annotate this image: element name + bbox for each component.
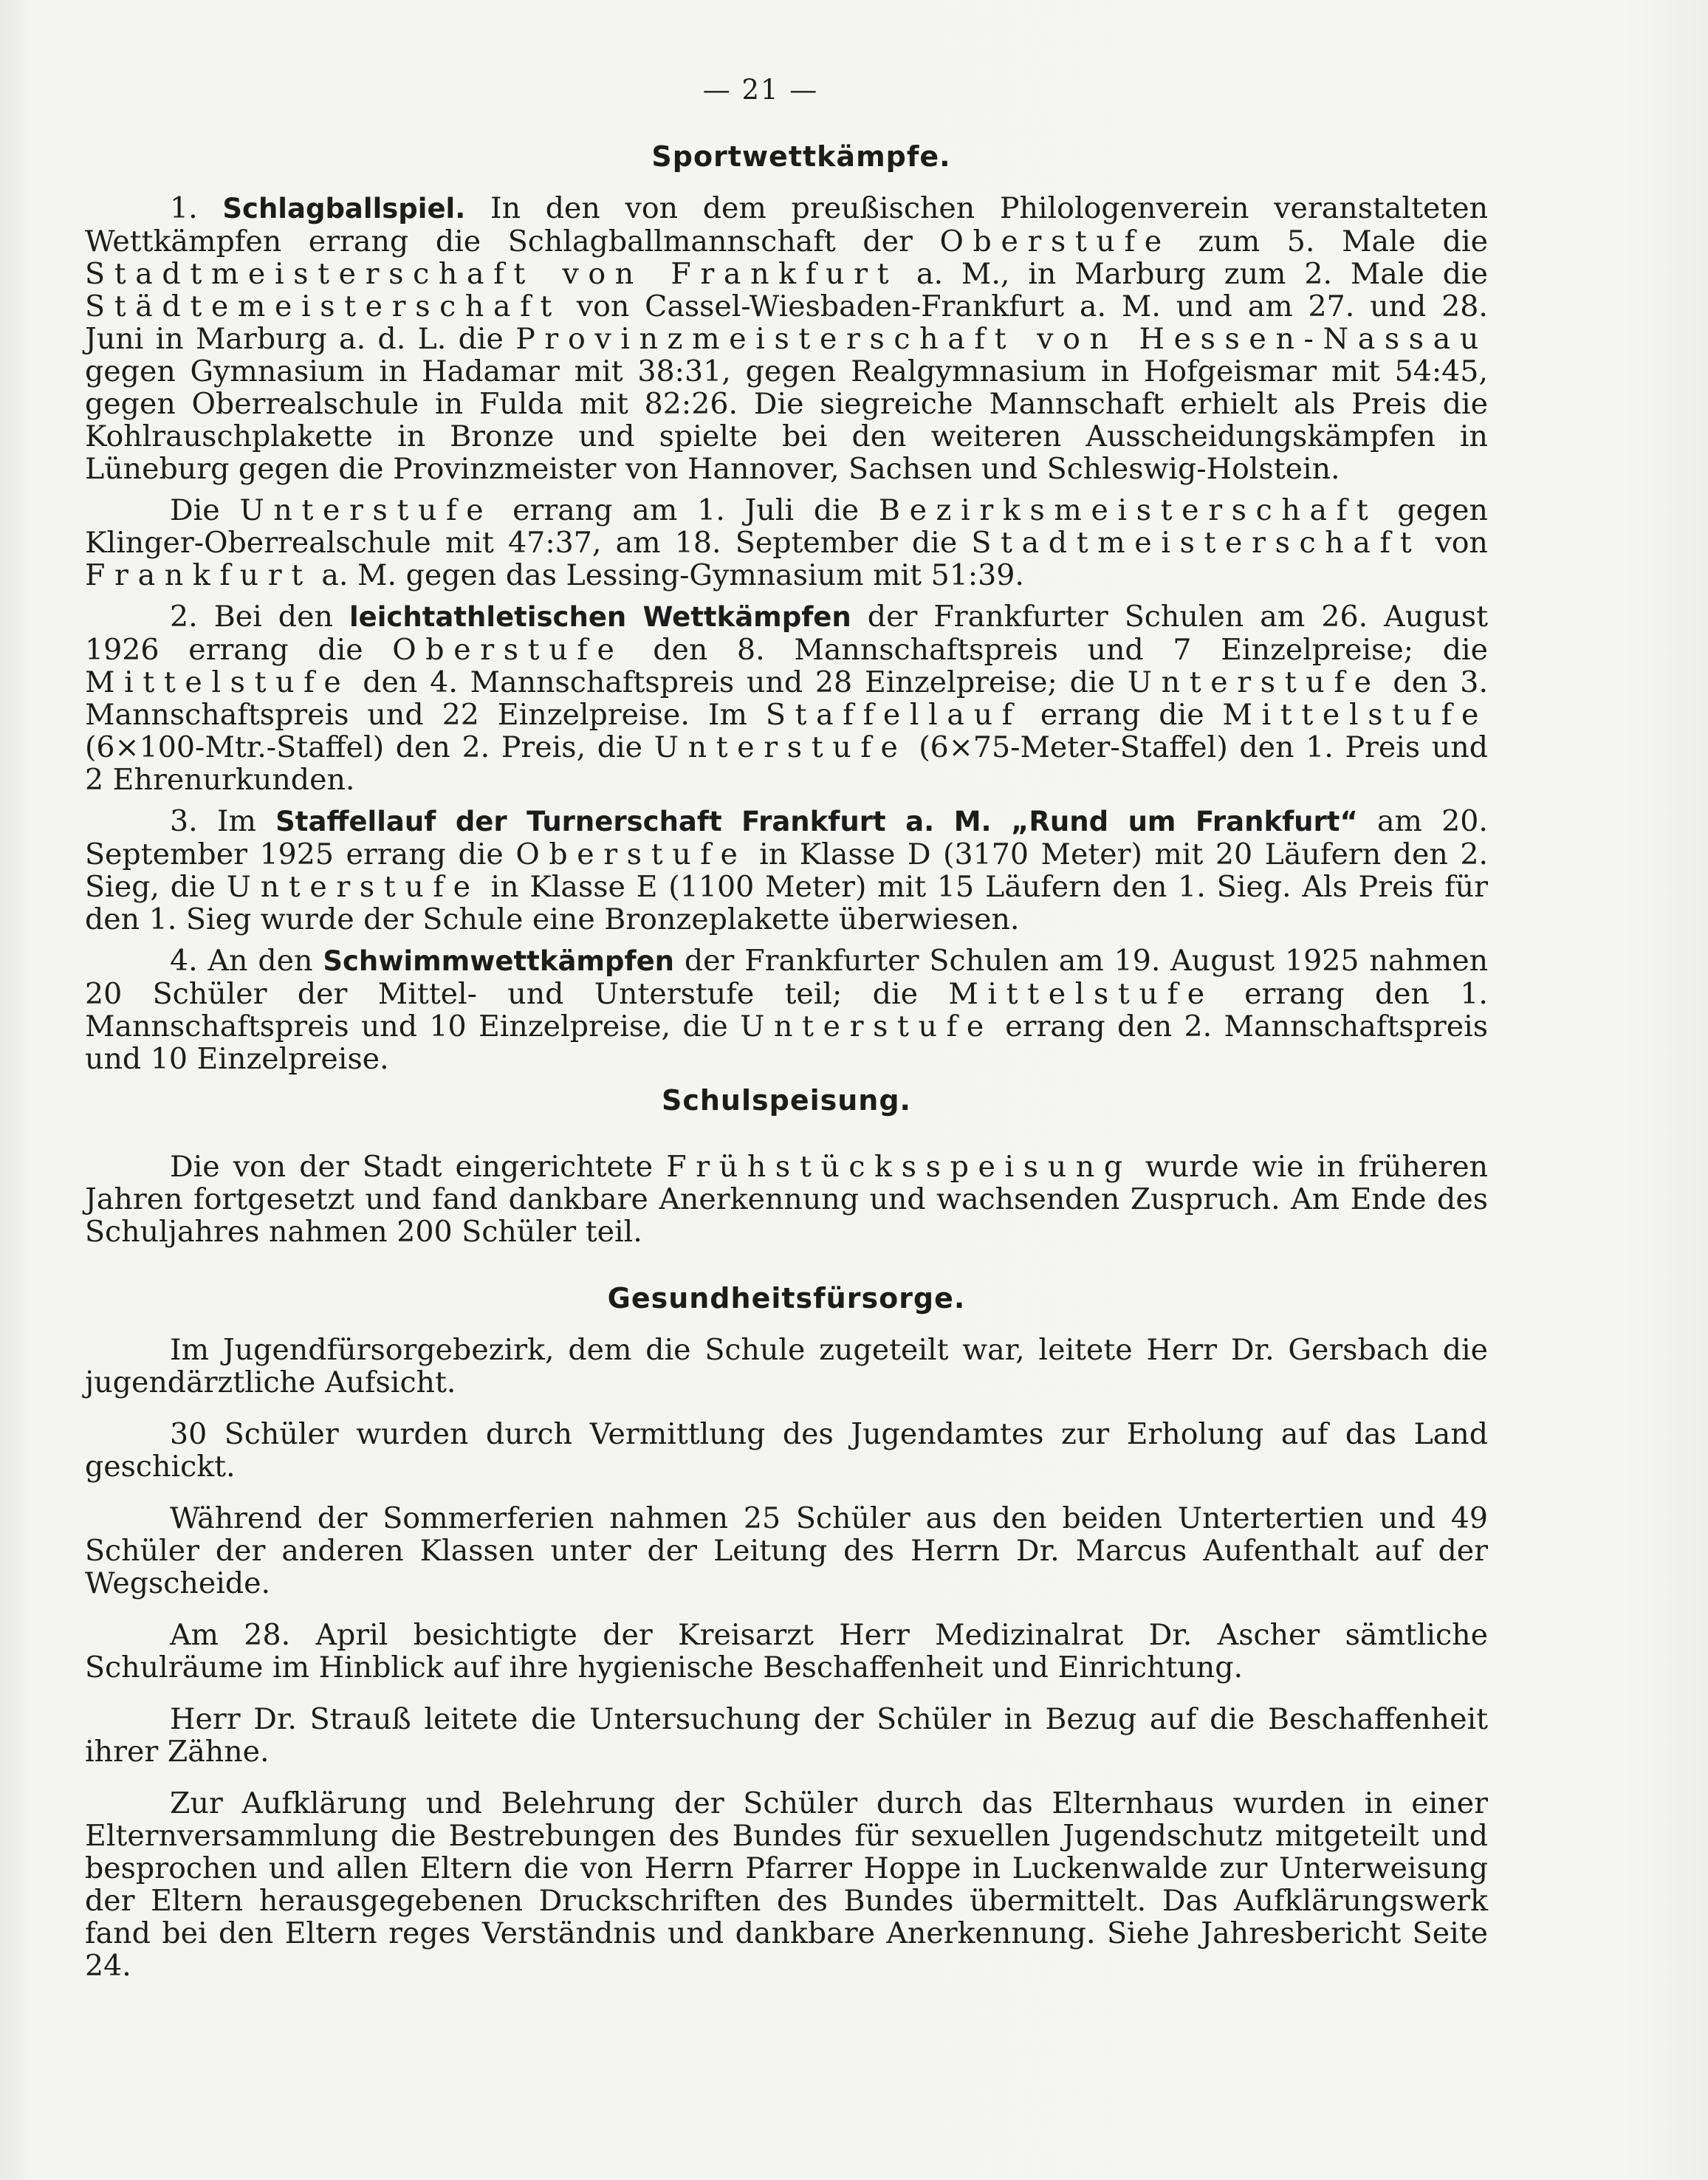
text-run: errang den 2. Mannschaftspreis und 10 Einzelpreise.	[85, 1010, 1488, 1076]
paragraph-erholung: 30 Schüler wurden durch Vermittlung des Jugendamtes zur Erholung auf das Land geschickt.	[85, 1417, 1488, 1484]
lead-term: Schwimmwettkämpfen	[323, 945, 675, 977]
text-run: von Cassel-Wiesbaden-Frankfurt a. M. und am 27. und 28. Juni in Marburg a. d. L. die	[85, 289, 1488, 356]
text-run: a. M., in Marburg zum 2. Male die	[916, 257, 1488, 291]
spaced-term: Unterstufe	[239, 493, 493, 527]
heading-schulspeisung: Schulspeisung.	[661, 1084, 911, 1117]
heading-gesundheitsfuersorge: Gesundheitsfürsorge.	[607, 1282, 966, 1314]
list-number: 1.	[170, 191, 198, 225]
paragraph-schlagballspiel	[85, 192, 1488, 485]
lead-term: Staffellauf der Turnerschaft Frankfurt a. M. „Rund um Frankfurt“	[275, 806, 1358, 837]
text-run: errang am 1. Juli die	[512, 493, 860, 527]
spaced-term: Oberstufe	[515, 837, 747, 871]
paragraph-sommerferien: Während der Sommerferien nahmen 25 Schüler aus den beiden Untertertien und 49 Schüler der anderen Klassen unter der Leitung des Herrn Dr. Marcus Aufenthalt auf der Wegscheide.	[85, 1501, 1488, 1600]
text-run: von	[1435, 526, 1488, 560]
text-run: Die	[170, 493, 220, 527]
heading-sportwettkaempfe: Sportwettkämpfe.	[651, 140, 951, 173]
paragraph-leichtathletik	[85, 600, 1488, 796]
lead-term: Schlagballspiel.	[222, 193, 466, 224]
spaced-term: Unterstufe	[226, 870, 480, 904]
text-run: in Klasse D (3170 Meter) mit 20 Läufern den 2. Sieg, die	[85, 837, 1489, 904]
text-run: errang den 1. Mannschaftspreis und 10 Einzelpreise, die	[85, 977, 1488, 1043]
spaced-term: Frühstücksspeisung	[666, 1150, 1132, 1184]
spaced-term: Frankfurt	[85, 558, 312, 592]
text-run: In den von dem preußischen Philologenverein veranstalteten Wettkämpfen errang die Schlagballmannschaft der	[85, 191, 1489, 258]
spaced-term: Unterstufe	[654, 730, 908, 764]
paragraph-schwimmwettkaempfe	[85, 945, 1488, 1075]
spaced-term: Unterstufe	[740, 1010, 993, 1043]
text-run: a. M. gegen das Lessing-Gymnasium mit 51:39.	[321, 558, 1024, 592]
text-run: in Klasse E (1100 Meter) mit 15 Läufern den 1. Sieg. Als Preis für den 1. Sieg wurde der Schule eine Bronzeplakette überwiesen.	[85, 870, 1489, 936]
paragraph-fruehstuecksspeisung	[85, 1151, 1488, 1248]
page-number: — 21 —	[702, 74, 819, 106]
text-run: der Frankfurter Schulen am 26. August 1926 errang die	[85, 600, 1489, 667]
text-run: (6×75-Meter-Staffel) den 1. Preis und 2 Ehrenurkunden.	[85, 730, 1488, 797]
paragraph-kreisarzt: Am 28. April besichtigte der Kreisarzt Herr Medizinalrat Dr. Ascher sämtliche Schulräume im Hinblick auf ihre hygienische Beschaffenheit und Einrichtung.	[85, 1618, 1488, 1684]
list-number: 2. Bei den	[170, 600, 333, 634]
list-number: 3. Im	[170, 804, 256, 838]
text-run: den 3. Mannschaftspreis und 22 Einzelpreise. Im	[85, 665, 1488, 732]
paragraph-staffellauf	[85, 805, 1488, 936]
text-run: gegen Gymnasium in Hadamar mit 38:31, gegen Realgymnasium in Hofgeismar mit 54:45, gegen Oberrealschule in Fulda mit 82:26. Die siegreiche Mannschaft erhielt als Preis die Kohlrauschplakette in Bronze und spielte bei den weiteren Ausscheidungskämpfen in Lüneburg gegen die Provinzmeister von Hannover, Sachsen und Schleswig-Holstein.	[85, 354, 1488, 486]
page-content	[85, 140, 1488, 1982]
text-run: wurde wie in früheren Jahren fortgesetzt und fand dankbare Anerkennung und wachsenden Zuspruch. Am Ende des Schuljahres nahmen 200 Schüler teil.	[85, 1150, 1489, 1249]
spaced-term: Staffellauf	[765, 698, 1022, 732]
paragraph-jugendfuersorge: Im Jugendfürsorgebezirk, dem die Schule zugeteilt war, leitete Herr Dr. Gersbach die jugendärztliche Aufsicht.	[85, 1333, 1488, 1399]
spaced-term: Mittelstufe	[85, 665, 351, 699]
spaced-term: Städtemeisterschaft	[85, 289, 561, 323]
text-run: zum 5. Male die	[1198, 224, 1489, 258]
list-number: 4. An den	[170, 944, 313, 978]
spaced-term: Stadtmeisterschaft	[971, 526, 1421, 560]
text-run: den 8. Mannschaftspreis und 7 Einzelpreise; die	[653, 633, 1489, 667]
spaced-term: Provinzmeisterschaft von Hessen-Nassau	[515, 322, 1488, 356]
spaced-term: Stadtmeisterschaft von Frankfurt	[85, 257, 899, 291]
spaced-term: Oberstufe	[939, 224, 1171, 258]
spaced-term: Bezirksmeisterschaft	[878, 493, 1378, 527]
text-run: am 20. September 1925 errang die	[85, 804, 1488, 871]
text-run: den 4. Mannschaftspreis und 28 Einzelpreise; die	[363, 665, 1115, 699]
spaced-term: Unterstufe	[1127, 665, 1381, 699]
spaced-term: Mittelstufe	[1222, 698, 1488, 732]
spaced-term: Mittelstufe	[948, 977, 1214, 1011]
lead-term: leichtathletischen Wettkämpfen	[349, 601, 851, 633]
text-run: errang die	[1040, 698, 1204, 732]
spaced-term: Oberstufe	[392, 633, 624, 667]
text-run: (6×100-Mtr.-Staffel) den 2. Preis, die	[85, 730, 643, 764]
text-run: gegen Klinger-Oberrealschule mit 47:37, am 18. September die	[85, 493, 1488, 560]
text-run: Die von der Stadt eingerichtete	[170, 1150, 654, 1184]
paragraph-unterstufe	[85, 494, 1488, 592]
text-run: der Frankfurter Schulen am 19. August 1925 nahmen 20 Schüler der Mittel- und Unterstufe teil; die	[85, 944, 1489, 1011]
paragraph-zaehne: Herr Dr. Strauß leitete die Untersuchung der Schüler in Bezug auf die Beschaffenheit ihrer Zähne.	[85, 1702, 1488, 1769]
paragraph-aufklaerung: Zur Aufklärung und Belehrung der Schüler durch das Elternhaus wurden in einer Elternversammlung die Bestrebungen des Bundes für sexuellen Jugendschutz mitgeteilt und besprochen und allen Eltern die von Herrn Pfarrer Hoppe in Luckenwalde zur Unterweisung der Eltern herausgegebenen Druckschriften des Bundes übermittelt. Das Aufklärungswerk fand bei den Eltern reges Verständnis und dankbare Anerkennung. Siehe Jahresbericht Seite 24.	[85, 1786, 1488, 1983]
